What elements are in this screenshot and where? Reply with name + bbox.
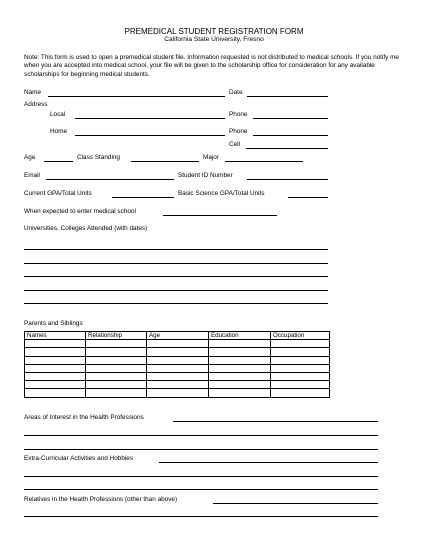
form-subtitle: California State University, Fresno <box>164 36 264 43</box>
family-table <box>24 331 330 398</box>
date-label: Date <box>229 89 243 96</box>
form-note: Note: This form is used to open a premedical student file. Information requested is not distributed to medical schools. If you notify me when you are accepted into medical school, your file will be given to the scholarship office for consideration for any available scholarships for beginning medical students. <box>24 54 399 78</box>
universities-line[interactable] <box>24 263 328 264</box>
family-table-cell[interactable] <box>25 364 86 372</box>
local-phone-label: Phone <box>229 111 248 118</box>
interests-line[interactable] <box>24 449 378 450</box>
column-header-occupation: Occupation <box>271 332 330 340</box>
universities-label: Universities, Colleges Attended (with dates) <box>24 225 148 232</box>
family-table-cell[interactable] <box>147 381 209 389</box>
cell-field[interactable] <box>246 148 328 149</box>
family-table-cell[interactable] <box>147 389 209 397</box>
family-table-cell[interactable] <box>25 348 86 356</box>
address-label: Address <box>24 101 48 108</box>
home-address-label: Home <box>50 128 68 135</box>
email-field[interactable] <box>46 179 174 180</box>
email-label: Email <box>24 172 40 179</box>
class-standing-field[interactable] <box>131 161 199 162</box>
activities-label: Extra-Curricular Activities and Hobbies <box>24 455 134 462</box>
family-table-body <box>25 340 330 397</box>
family-table-cell[interactable] <box>271 356 330 364</box>
relatives-label: Relatives in the Health Professions (other than above) <box>24 496 178 503</box>
science-gpa-label: Basic Science GPA/Total Units <box>178 190 265 197</box>
enter-med-school-label: When expected to enter medical school <box>24 208 136 215</box>
activities-field[interactable] <box>159 462 378 463</box>
family-table-row <box>25 348 330 356</box>
age-label: Age <box>24 154 36 161</box>
family-table-cell[interactable] <box>147 356 209 364</box>
family-table-cell[interactable] <box>25 389 86 397</box>
class-standing-label: Class Standing <box>77 154 120 161</box>
column-header-age: Age <box>147 332 209 340</box>
family-table-cell[interactable] <box>147 348 209 356</box>
family-table-cell[interactable] <box>86 364 147 372</box>
family-table-row <box>25 372 330 380</box>
family-table-row <box>25 364 330 372</box>
family-table-cell[interactable] <box>86 372 147 380</box>
family-table-cell[interactable] <box>271 372 330 380</box>
universities-line[interactable] <box>24 303 328 304</box>
home-phone-label: Phone <box>229 128 248 135</box>
family-table-cell[interactable] <box>86 356 147 364</box>
family-table-cell[interactable] <box>209 348 271 356</box>
family-table-row <box>25 340 330 348</box>
science-gpa-field[interactable] <box>288 197 328 198</box>
family-table-cell[interactable] <box>25 372 86 380</box>
enter-med-school-field[interactable] <box>163 215 277 216</box>
gpa-field[interactable] <box>112 197 174 198</box>
family-table-cell[interactable] <box>271 340 330 348</box>
local-address-label: Local <box>50 111 66 118</box>
local-phone-field[interactable] <box>253 118 328 119</box>
family-table-row <box>25 381 330 389</box>
home-phone-field[interactable] <box>253 135 328 136</box>
column-header-relationship: Relationship <box>86 332 147 340</box>
family-header-row <box>25 332 330 340</box>
universities-line[interactable] <box>24 249 328 250</box>
family-table-cell[interactable] <box>209 372 271 380</box>
family-table-cell[interactable] <box>147 372 209 380</box>
family-label: Parents and Siblings <box>24 320 83 327</box>
family-table-cell[interactable] <box>209 389 271 397</box>
date-field[interactable] <box>247 96 328 97</box>
family-table-cell[interactable] <box>25 356 86 364</box>
student-id-field[interactable] <box>247 179 328 180</box>
interests-label: Areas of Interest in the Health Professions <box>24 414 144 421</box>
cell-label: Cell <box>229 141 241 148</box>
family-table-cell[interactable] <box>25 340 86 348</box>
family-table-cell[interactable] <box>86 389 147 397</box>
student-id-label: Student ID Number <box>178 172 233 179</box>
family-table-cell[interactable] <box>209 356 271 364</box>
relatives-field[interactable] <box>213 503 378 504</box>
family-table-cell[interactable] <box>209 381 271 389</box>
family-table-cell[interactable] <box>209 364 271 372</box>
family-table-cell[interactable] <box>25 381 86 389</box>
relatives-line[interactable] <box>24 516 378 517</box>
age-field[interactable] <box>44 161 73 162</box>
name-label: Name <box>24 89 42 96</box>
activities-line[interactable] <box>24 476 378 477</box>
family-table-row <box>25 389 330 397</box>
universities-line[interactable] <box>24 290 328 291</box>
family-table-cell[interactable] <box>209 340 271 348</box>
family-table-cell[interactable] <box>271 348 330 356</box>
universities-line[interactable] <box>24 276 328 277</box>
activities-line[interactable] <box>24 489 378 490</box>
family-table-cell[interactable] <box>86 340 147 348</box>
family-table-row <box>25 356 330 364</box>
local-address-field[interactable] <box>75 118 225 119</box>
home-address-field[interactable] <box>75 135 225 136</box>
name-field[interactable] <box>48 96 225 97</box>
interests-line[interactable] <box>24 435 378 436</box>
family-table-cell[interactable] <box>147 364 209 372</box>
gpa-label: Current GPA/Total Units <box>24 190 92 197</box>
family-table-cell[interactable] <box>271 389 330 397</box>
family-table-cell[interactable] <box>147 340 209 348</box>
major-label: Major <box>203 154 219 161</box>
column-header-education: Education <box>209 332 271 340</box>
family-table-cell[interactable] <box>86 348 147 356</box>
form-title: PREMEDICAL STUDENT REGISTRATION FORM <box>124 27 304 36</box>
family-table-cell[interactable] <box>271 364 330 372</box>
interests-field[interactable] <box>173 421 378 422</box>
major-field[interactable] <box>225 161 303 162</box>
column-header-names: Names <box>25 332 86 340</box>
family-table-cell[interactable] <box>86 381 147 389</box>
family-table-cell[interactable] <box>271 381 330 389</box>
